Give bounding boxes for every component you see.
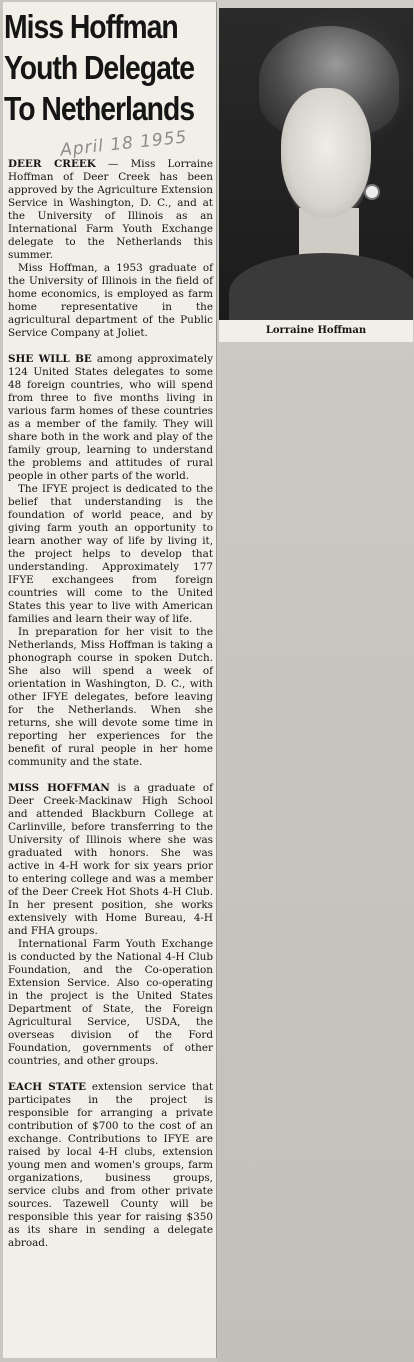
headline <box>4 6 195 129</box>
headline-line-2: Youth Delegate <box>4 49 195 86</box>
paragraph-8-text: extension service that participates in the project is responsible for arranging a private contribution of $700 to the cost of an exchange. Contributions to IFYE are raised by local 4-H clubs, extension young men and women's groups, farm organizations, business groups, service clubs and from other private sources. Tazewell County will be responsible this year for raising $350 as its share in sending a delegate abroad. <box>8 1081 213 1249</box>
paragraph-6-text: is a graduate of Deer Creek-Mackinaw High School and attended Blackburn College at Carlinville, before transferring to the University of Illinois where she was graduated with honors. She was active in 4-H work for six years prior to entering college and was a member of the Deer Creek Hot Shots 4-H Club. In her present position, she works extensively with Home Bureau, 4-H and FHA groups. <box>8 782 213 937</box>
photo-earring <box>364 184 380 200</box>
headline-line-3: To Netherlands <box>4 90 195 127</box>
photo-face <box>281 88 371 218</box>
subhead-she-will-be: SHE WILL BE <box>8 353 92 365</box>
dateline: DEER CREEK <box>8 158 96 170</box>
subhead-each-state: EACH STATE <box>8 1081 87 1093</box>
photo-dress <box>229 253 413 320</box>
handwritten-date: April 18 1955 <box>59 127 189 161</box>
article-body <box>8 158 213 1250</box>
paragraph-2: Miss Hoffman, a 1953 graduate of the University of Illinois in the field of home economics, is employed as farm home representative in the agricultural department of the Public Service Company at Joliet. <box>8 262 213 339</box>
portrait-photo <box>219 8 413 320</box>
paragraph-6 <box>8 782 213 938</box>
paragraph-3 <box>8 353 213 483</box>
paragraph-1 <box>8 158 213 262</box>
paragraph-1-text: — Miss Lorraine Hoffman of Deer Creek has been approved by the Agriculture Extension Service in Washington, D. C., and at the University of Illinois as an International Farm Youth Exchange delegate to the Netherlands this summer. <box>8 158 213 261</box>
paragraph-7: International Farm Youth Exchange is conducted by the National 4-H Club Foundation, and the Co-operation Extension Service. Also co-operating in the project is the United States Department of State, the Foreign Agricultural Service, USDA, the overseas division of the Ford Foundation, governments of other countries, and other groups. <box>8 938 213 1067</box>
subhead-miss-hoffman: MISS HOFFMAN <box>8 782 110 794</box>
paragraph-4: The IFYE project is dedicated to the belief that understanding is the foundation of world peace, and by giving farm youth an opportunity to learn another way of life by living it, the project helps to develop that understanding. Approximately 177 IFYE exchangees from foreign countries will come to the United States this year to live with American families and learn their way of life. <box>8 483 213 625</box>
paragraph-8 <box>8 1081 213 1250</box>
photo-caption: Lorraine Hoffman <box>219 320 413 342</box>
paragraph-5: In preparation for her visit to the Netherlands, Miss Hoffman is taking a phonograph course in spoken Dutch. She also will spend a week of orientation in Washington, D. C., with other IFYE delegates, before leaving for the Netherlands. When she returns, she will devote some time in reporting her experiences for the benefit of rural people in her home community and the state. <box>8 626 213 768</box>
headline-line-1: Miss Hoffman <box>4 8 178 45</box>
paragraph-3-text: among approximately 124 United States delegates to some 48 foreign countries, who will spend from three to five months living in various farm homes of these countries as a member of the family. They will share both in the work and play of the family group, learning to understand the problems and attitudes of rural people in other parts of the world. <box>8 353 213 482</box>
